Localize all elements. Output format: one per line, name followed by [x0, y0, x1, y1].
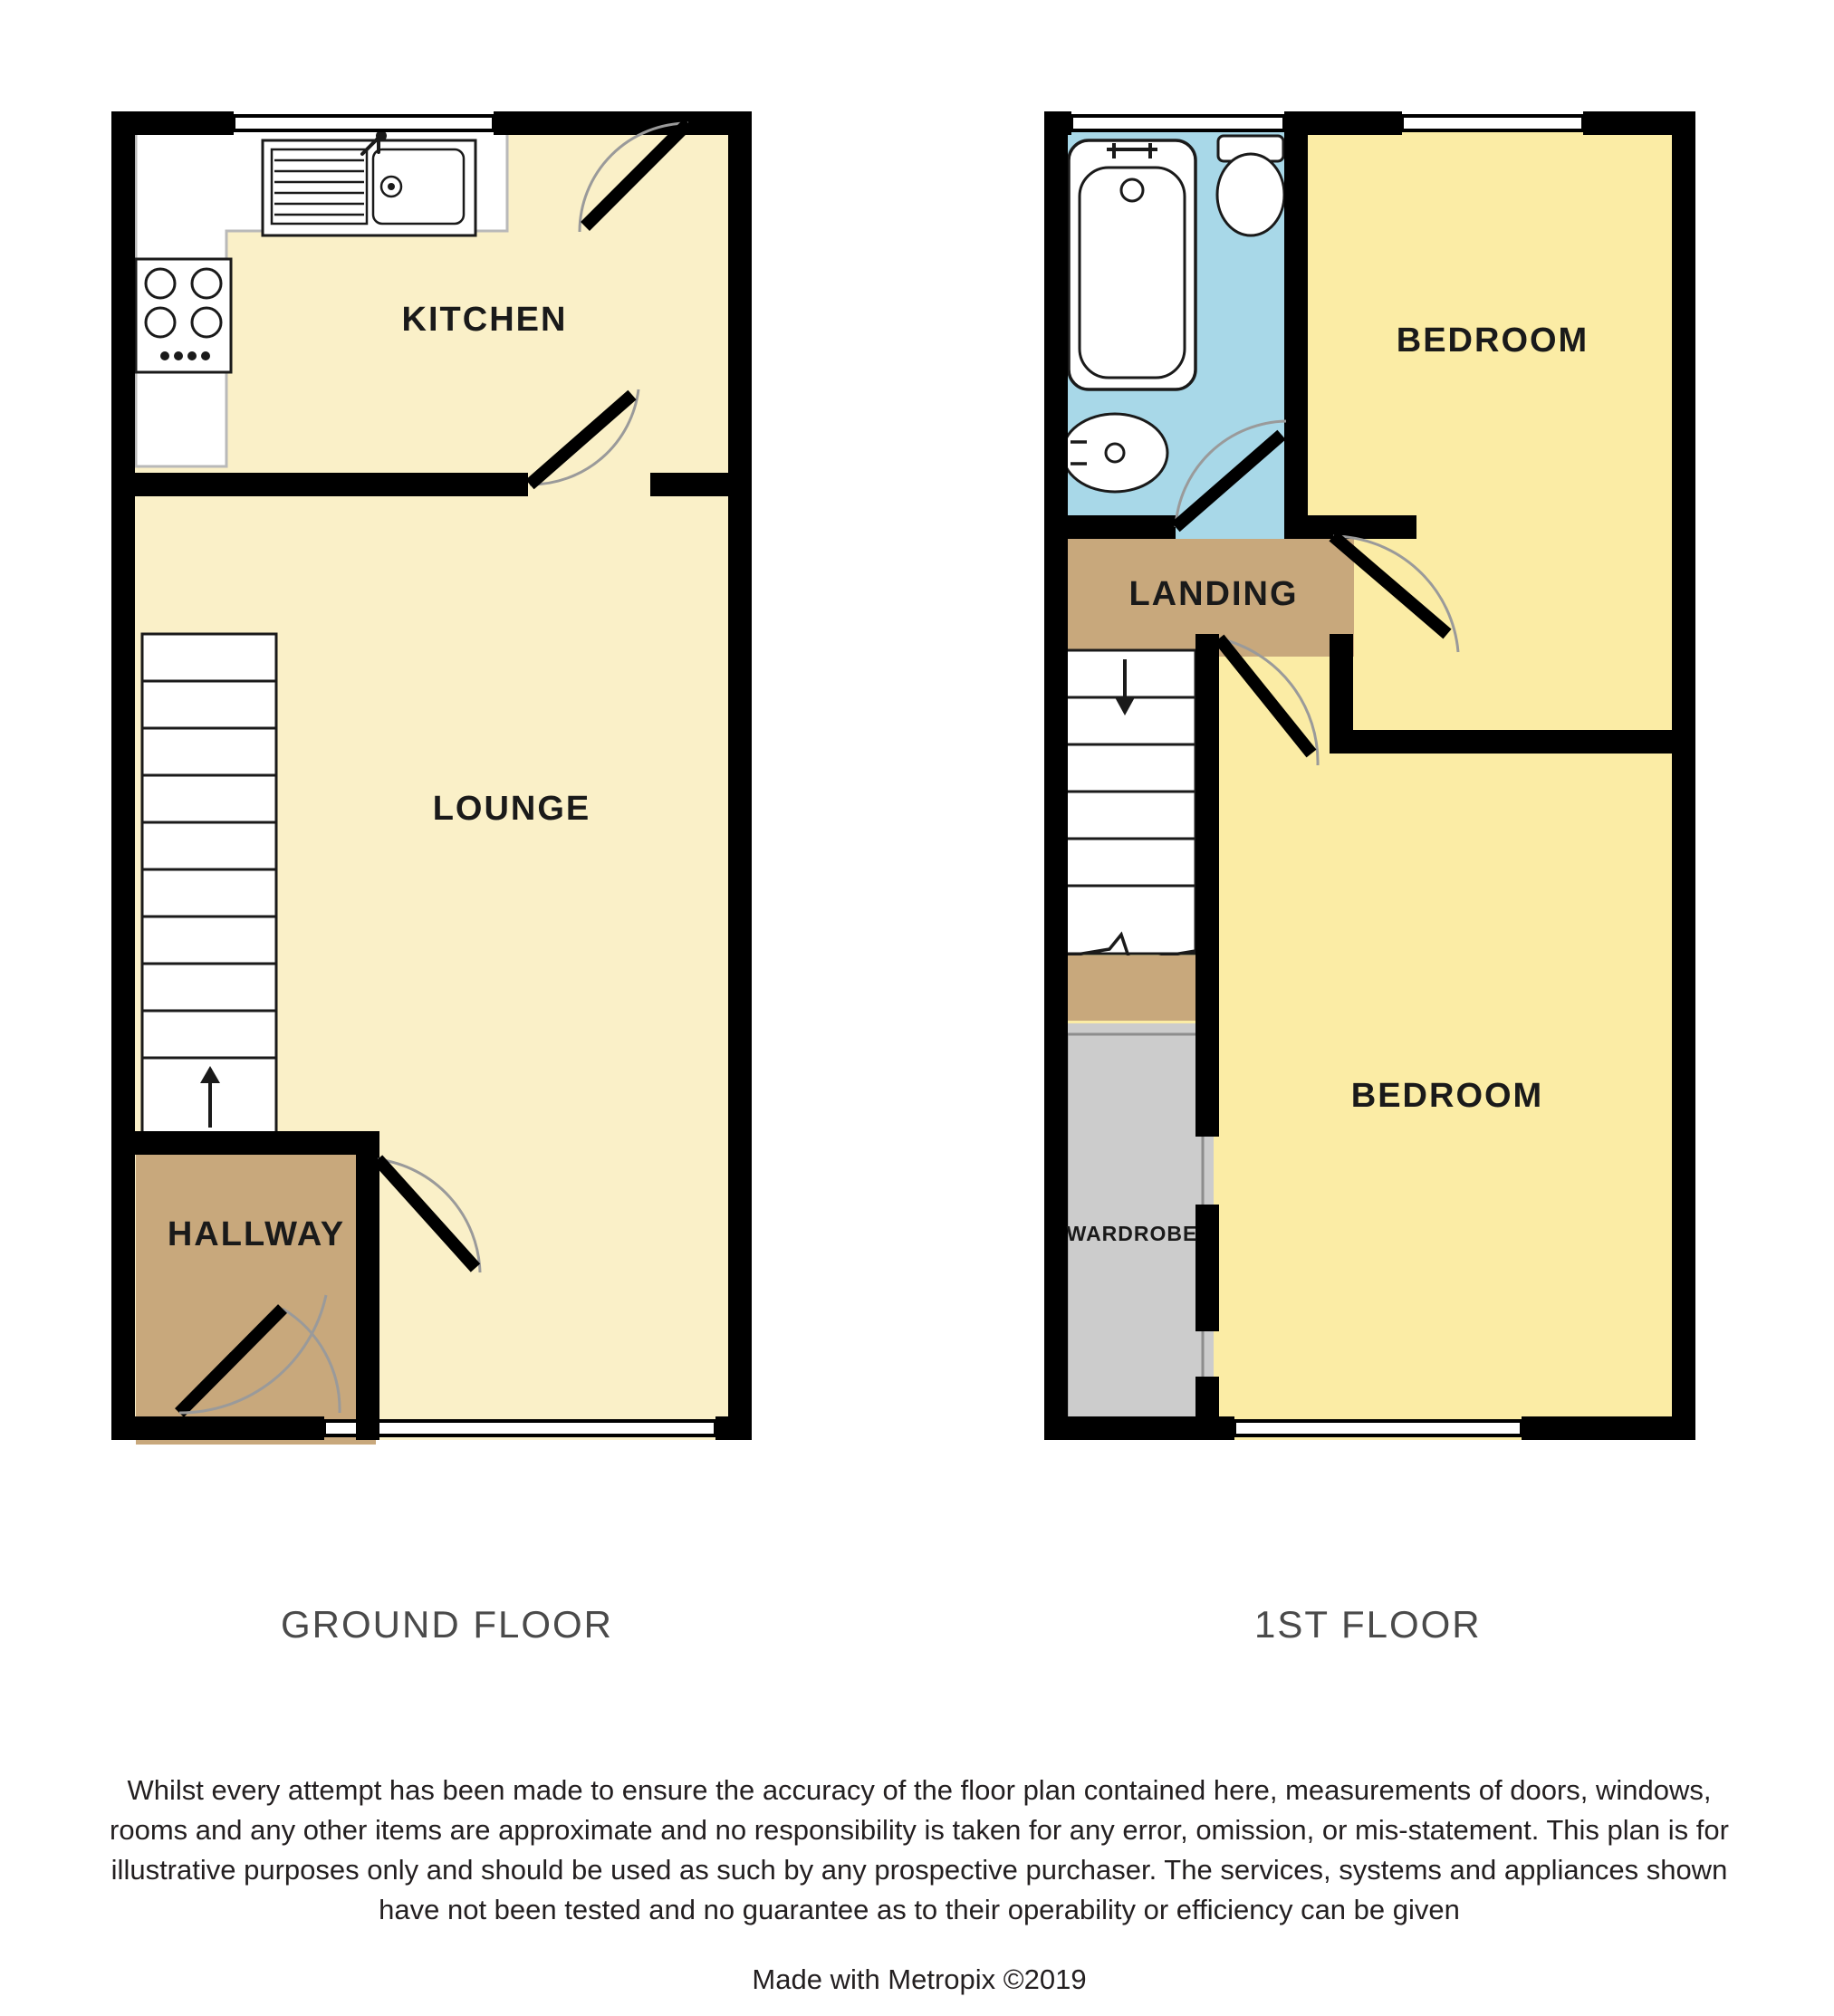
kitchen-label: KITCHEN	[401, 301, 568, 339]
landing-label: LANDING	[1128, 575, 1299, 613]
wash-basin-icon	[1062, 414, 1167, 492]
bedroom-rear-label: BEDROOM	[1350, 1077, 1544, 1115]
ground-floor-title: GROUND FLOOR	[281, 1603, 614, 1646]
disclaimer-text: Whilst every attempt has been made to ensure the accuracy of the floor plan contained here, measurements of doors, windows, rooms and any other items are approximate and no responsibility is taken for any error, omission, or mis-statement. This plan is for illustrative purposes only and should be used as such by any prospective purchaser. The services, systems and appliances shown have not been tested and no guarantee as to their operability or efficiency can be given	[110, 1774, 1729, 1925]
ground-floor-group	[111, 111, 752, 1445]
wardrobe-label: WARDROBE	[1066, 1222, 1198, 1245]
bath-inner-icon	[1080, 168, 1185, 378]
hallway-label: HALLWAY	[167, 1215, 346, 1253]
stairs-lower-landing	[1055, 955, 1195, 1021]
sink-basin-icon	[373, 149, 464, 224]
sink-plughole-centre-icon	[388, 183, 395, 190]
first-floor-group	[1044, 111, 1695, 1440]
first-floor-title: 1ST FLOOR	[1254, 1603, 1482, 1646]
ground-stairs	[142, 634, 276, 1141]
credit-text: Made with Metropix ©2019	[752, 1963, 1087, 1995]
bedroom-front-label: BEDROOM	[1396, 322, 1589, 360]
lounge-label: LOUNGE	[432, 790, 591, 828]
hob-unit-icon	[136, 259, 231, 372]
wc-pan-icon	[1217, 154, 1284, 235]
